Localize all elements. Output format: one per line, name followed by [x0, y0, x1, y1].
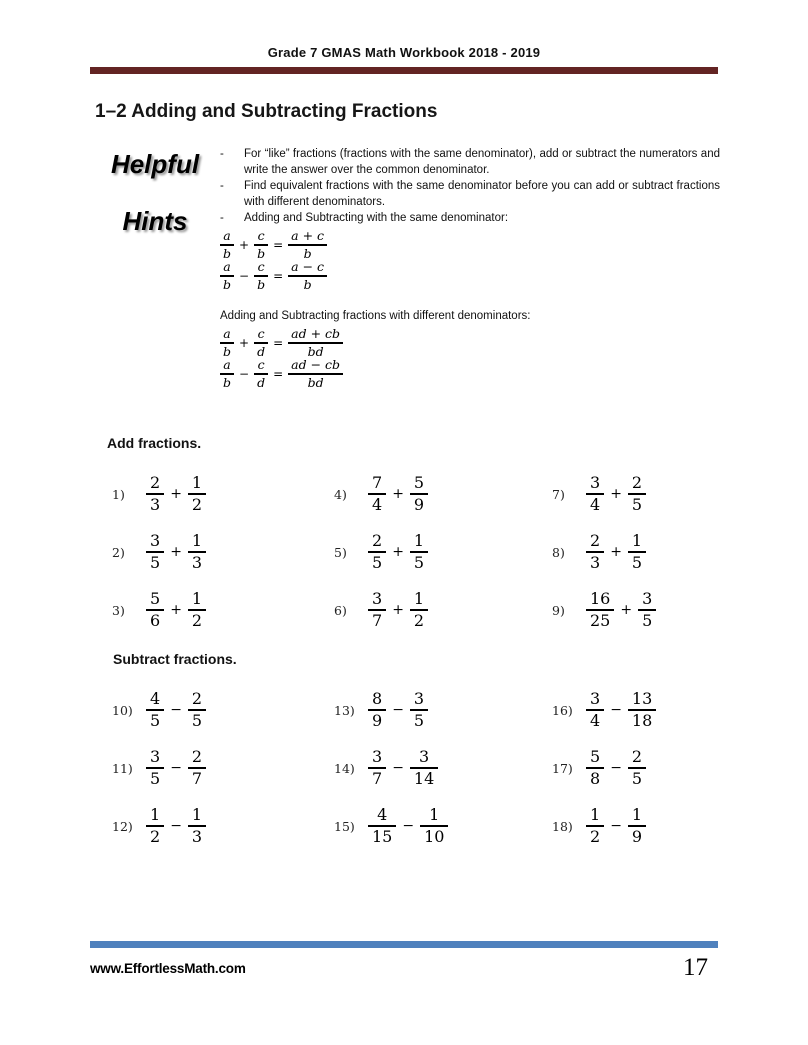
- fraction: [254, 229, 268, 261]
- fraction-numerator: 1: [429, 805, 440, 825]
- problem-number: 6): [334, 602, 347, 618]
- fraction: [368, 474, 386, 513]
- fraction-numerator: 8: [372, 689, 383, 709]
- problem-item: [334, 588, 552, 632]
- fraction: [586, 474, 604, 513]
- hint-dash: -: [220, 180, 224, 192]
- fraction: [628, 532, 646, 571]
- operator: −: [610, 702, 622, 718]
- fraction-numerator: 1: [413, 531, 425, 551]
- fraction: [420, 806, 448, 845]
- problem-number: 4): [334, 486, 347, 502]
- fraction-numerator: 3: [150, 747, 161, 767]
- fraction: [220, 358, 234, 390]
- operator: +: [170, 544, 182, 560]
- problem-number: 11): [112, 760, 133, 776]
- fraction-numerator: 1: [413, 589, 425, 609]
- fraction-numerator: 1: [191, 805, 203, 825]
- fraction-numerator: a: [223, 258, 231, 274]
- page-number: 17: [683, 954, 708, 981]
- fraction: [146, 532, 164, 571]
- hint-dash: -: [220, 148, 224, 160]
- fraction-numerator: a: [223, 356, 231, 372]
- fraction-denominator: 3: [146, 493, 164, 514]
- operator: −: [239, 366, 250, 381]
- fraction-numerator: c: [257, 325, 265, 341]
- fraction: [146, 806, 164, 845]
- problem-item: [112, 746, 334, 790]
- problem-number: 12): [112, 818, 133, 834]
- hint-dash: -: [220, 212, 224, 224]
- operator: +: [610, 544, 622, 560]
- operator: +: [392, 486, 404, 502]
- fraction: [188, 690, 206, 729]
- fraction-denominator: 5: [628, 767, 646, 788]
- equals-sign: =: [273, 366, 284, 381]
- fraction: [628, 748, 646, 787]
- fraction: [586, 748, 604, 787]
- formula: [220, 327, 720, 358]
- fraction-numerator: 3: [590, 473, 601, 493]
- hint-text: Adding and Subtracting with the same denominator:: [244, 212, 509, 224]
- fraction: [638, 590, 656, 629]
- fraction-numerator: a: [223, 227, 231, 243]
- footer-row: [90, 954, 718, 982]
- fraction-denominator: 9: [628, 825, 646, 846]
- fraction-denominator: 3: [188, 825, 206, 846]
- problem-item: [552, 746, 808, 790]
- fraction-denominator: 7: [368, 767, 386, 788]
- fraction-denominator: 4: [586, 493, 604, 514]
- problem-item: [112, 588, 334, 632]
- fraction-denominator: 7: [368, 609, 386, 630]
- fraction-denominator: 5: [368, 551, 386, 572]
- fraction-denominator: bd: [288, 373, 343, 390]
- fraction-denominator: d: [254, 373, 268, 390]
- problem-number: 2): [112, 544, 125, 560]
- helpful-word: Helpful: [110, 149, 200, 179]
- fraction: [146, 748, 164, 787]
- problem-number: 18): [552, 818, 573, 834]
- fraction-numerator: 2: [191, 689, 203, 709]
- fraction-numerator: 3: [150, 531, 161, 551]
- problem-item: [334, 530, 552, 574]
- fraction-numerator: 16: [590, 589, 611, 609]
- fraction-denominator: b: [220, 342, 234, 359]
- fraction-denominator: 2: [586, 825, 604, 846]
- fraction: [410, 590, 428, 629]
- operator: +: [170, 602, 182, 618]
- fraction-numerator: 2: [631, 747, 643, 767]
- problem-item: [334, 688, 552, 732]
- different-denominator-formulas: [220, 327, 720, 389]
- fraction: [410, 532, 428, 571]
- fraction-denominator: 3: [586, 551, 604, 572]
- operator: +: [610, 486, 622, 502]
- problem-number: 10): [112, 702, 133, 718]
- fraction-numerator: 5: [413, 473, 425, 493]
- problem-number: 3): [112, 602, 125, 618]
- fraction: [188, 532, 206, 571]
- fraction: [220, 229, 234, 261]
- fraction: [586, 806, 604, 845]
- problem-number: 16): [552, 702, 573, 718]
- fraction: [146, 474, 164, 513]
- problem-item: [334, 472, 552, 516]
- fraction-denominator: 5: [146, 767, 164, 788]
- fraction-denominator: 2: [410, 609, 428, 630]
- equals-sign: =: [273, 335, 284, 350]
- operator: +: [239, 237, 250, 252]
- fraction-denominator: b: [254, 275, 268, 292]
- fraction: [254, 358, 268, 390]
- hint-item: [220, 146, 720, 178]
- fraction-numerator: 3: [413, 689, 425, 709]
- fraction: [368, 806, 396, 845]
- fraction: [368, 532, 386, 571]
- fraction-numerator: 1: [191, 531, 203, 551]
- operator: −: [610, 760, 622, 776]
- fraction-denominator: 3: [188, 551, 206, 572]
- operator: −: [170, 760, 182, 776]
- fraction-denominator: 2: [188, 609, 206, 630]
- fraction-numerator: 1: [191, 473, 203, 493]
- formula: [220, 229, 720, 260]
- equals-sign: =: [273, 237, 284, 252]
- fraction-numerator: c: [257, 258, 265, 274]
- fraction-denominator: 5: [188, 709, 206, 730]
- helpful-hints-label: [95, 146, 215, 389]
- fraction-numerator: 3: [372, 747, 383, 767]
- problem-number: 7): [552, 486, 565, 502]
- fraction-denominator: 5: [628, 493, 646, 514]
- fraction: [288, 358, 343, 390]
- problem-number: 9): [552, 602, 565, 618]
- hint-text: Find equivalent fractions with the same denominator before you can add or subtract fractions with different denominators.: [244, 180, 720, 208]
- fraction-numerator: 3: [642, 589, 653, 609]
- fraction-numerator: 2: [191, 747, 203, 767]
- fraction: [586, 590, 614, 629]
- fraction-numerator: 1: [191, 589, 203, 609]
- problem-number: 8): [552, 544, 565, 560]
- fraction: [254, 327, 268, 359]
- fraction-numerator: 3: [419, 747, 430, 767]
- fraction: [220, 260, 234, 292]
- operator: −: [402, 818, 415, 834]
- fraction-denominator: 14: [410, 767, 438, 788]
- problem-item: [552, 530, 808, 574]
- formula: [220, 358, 720, 389]
- problem-item: [552, 588, 808, 632]
- fraction: [146, 690, 164, 729]
- problem-item: [334, 746, 552, 790]
- fraction-denominator: 2: [146, 825, 164, 846]
- page-footer: [90, 941, 718, 982]
- problem-number: 14): [334, 760, 355, 776]
- fraction: [410, 690, 428, 729]
- fraction-numerator: 3: [372, 589, 383, 609]
- fraction-denominator: 5: [410, 551, 428, 572]
- fraction: [146, 590, 164, 629]
- header-rule: [90, 67, 718, 74]
- same-denominator-formulas: [220, 229, 720, 291]
- fraction-numerator: 2: [631, 473, 643, 493]
- section-title: 1–2 Adding and Subtracting Fractions: [95, 101, 438, 122]
- fraction-denominator: 5: [146, 551, 164, 572]
- fraction: [368, 590, 386, 629]
- fraction: [220, 327, 234, 359]
- fraction-numerator: 1: [631, 531, 643, 551]
- fraction-denominator: bd: [288, 342, 343, 359]
- hint-item: [220, 210, 720, 226]
- subtract-problems-grid: [112, 688, 808, 848]
- hint-item: [220, 178, 720, 210]
- fraction-denominator: 25: [586, 609, 614, 630]
- hints-word: Hints: [122, 206, 188, 236]
- formula: [220, 260, 720, 291]
- fraction-denominator: 9: [410, 493, 428, 514]
- fraction-denominator: b: [288, 244, 327, 261]
- fraction: [628, 474, 646, 513]
- fraction-denominator: 4: [368, 493, 386, 514]
- operator: −: [392, 702, 404, 718]
- operator: +: [170, 486, 182, 502]
- fraction-denominator: 5: [146, 709, 164, 730]
- operator: +: [620, 602, 633, 618]
- fraction: [288, 260, 327, 292]
- fraction: [188, 590, 206, 629]
- fraction: [586, 690, 604, 729]
- fraction-numerator: 1: [631, 805, 643, 825]
- fraction: [254, 260, 268, 292]
- fraction-denominator: 8: [586, 767, 604, 788]
- fraction: [410, 474, 428, 513]
- fraction-denominator: 5: [638, 609, 656, 630]
- fraction-numerator: c: [257, 227, 265, 243]
- fraction-numerator: 3: [590, 689, 601, 709]
- operator: +: [392, 602, 404, 618]
- hint-text: For “like” fractions (fractions with the same denominator), add or subtract the numerators and write the answer over the common denominator.: [244, 148, 720, 176]
- fraction: [368, 748, 386, 787]
- problem-item: [552, 472, 808, 516]
- different-denominators-label: Adding and Subtracting fractions with different denominators:: [220, 310, 531, 322]
- fraction-numerator: a: [223, 325, 231, 341]
- fraction-numerator: c: [257, 356, 265, 372]
- operator: −: [392, 760, 404, 776]
- problem-item: [552, 688, 808, 732]
- fraction-numerator: ad − cb: [291, 356, 341, 372]
- operator: +: [392, 544, 404, 560]
- problem-number: 5): [334, 544, 347, 560]
- fraction-denominator: 15: [368, 825, 396, 846]
- operator: −: [239, 268, 250, 283]
- fraction-denominator: 9: [368, 709, 386, 730]
- problem-item: [552, 804, 808, 848]
- problem-number: 1): [112, 486, 125, 502]
- problem-number: 15): [334, 818, 355, 834]
- add-problems-grid: [112, 472, 808, 632]
- operator: −: [170, 702, 182, 718]
- equals-sign: =: [273, 268, 284, 283]
- fraction-numerator: ad + cb: [291, 325, 341, 341]
- operator: +: [239, 335, 250, 350]
- fraction: [628, 690, 656, 729]
- problem-number: 17): [552, 760, 573, 776]
- problem-item: [112, 530, 334, 574]
- fraction-denominator: 10: [420, 825, 448, 846]
- fraction-numerator: 13: [631, 689, 653, 709]
- fraction-denominator: b: [254, 244, 268, 261]
- fraction: [368, 690, 386, 729]
- fraction-denominator: 18: [628, 709, 656, 730]
- fraction: [188, 474, 206, 513]
- fraction-numerator: 4: [150, 689, 161, 709]
- subtract-fractions-heading: Subtract fractions.: [113, 651, 237, 667]
- fraction-numerator: 5: [590, 747, 601, 767]
- fraction-numerator: 1: [590, 805, 601, 825]
- helpful-hints-block: [95, 146, 720, 389]
- operator: −: [170, 818, 182, 834]
- fraction-denominator: 6: [146, 609, 164, 630]
- add-fractions-heading: Add fractions.: [107, 435, 202, 451]
- website-link: www.EffortlessMath.com: [90, 960, 246, 976]
- fraction-denominator: b: [288, 275, 327, 292]
- fraction-numerator: 2: [150, 473, 161, 493]
- fraction: [628, 806, 646, 845]
- fraction-numerator: 4: [377, 805, 388, 825]
- fraction-numerator: 2: [372, 531, 383, 551]
- problem-item: [112, 804, 334, 848]
- fraction-denominator: d: [254, 342, 268, 359]
- problem-number: 13): [334, 702, 355, 718]
- fraction: [586, 532, 604, 571]
- problem-item: [334, 804, 552, 848]
- fraction: [188, 806, 206, 845]
- fraction-denominator: 2: [188, 493, 206, 514]
- fraction-denominator: b: [220, 275, 234, 292]
- fraction-denominator: b: [220, 373, 234, 390]
- fraction-numerator: a + c: [291, 227, 325, 243]
- operator: −: [610, 818, 622, 834]
- problem-item: [112, 688, 334, 732]
- hints-body: [215, 146, 720, 389]
- footer-rule: [90, 941, 718, 948]
- fraction-denominator: 7: [188, 767, 206, 788]
- fraction: [288, 327, 343, 359]
- fraction-numerator: 7: [372, 473, 383, 493]
- fraction-denominator: 5: [628, 551, 646, 572]
- fraction-denominator: b: [220, 244, 234, 261]
- problem-item: [112, 472, 334, 516]
- hints-list: [220, 146, 720, 226]
- fraction-denominator: 5: [410, 709, 428, 730]
- fraction-numerator: 5: [150, 589, 161, 609]
- fraction-numerator: 2: [590, 531, 601, 551]
- fraction-numerator: 1: [150, 805, 161, 825]
- fraction: [288, 229, 327, 261]
- fraction: [410, 748, 438, 787]
- fraction-numerator: a − c: [291, 258, 325, 274]
- fraction: [188, 748, 206, 787]
- fraction-denominator: 4: [586, 709, 604, 730]
- header-title: Grade 7 GMAS Math Workbook 2018 - 2019: [267, 45, 541, 60]
